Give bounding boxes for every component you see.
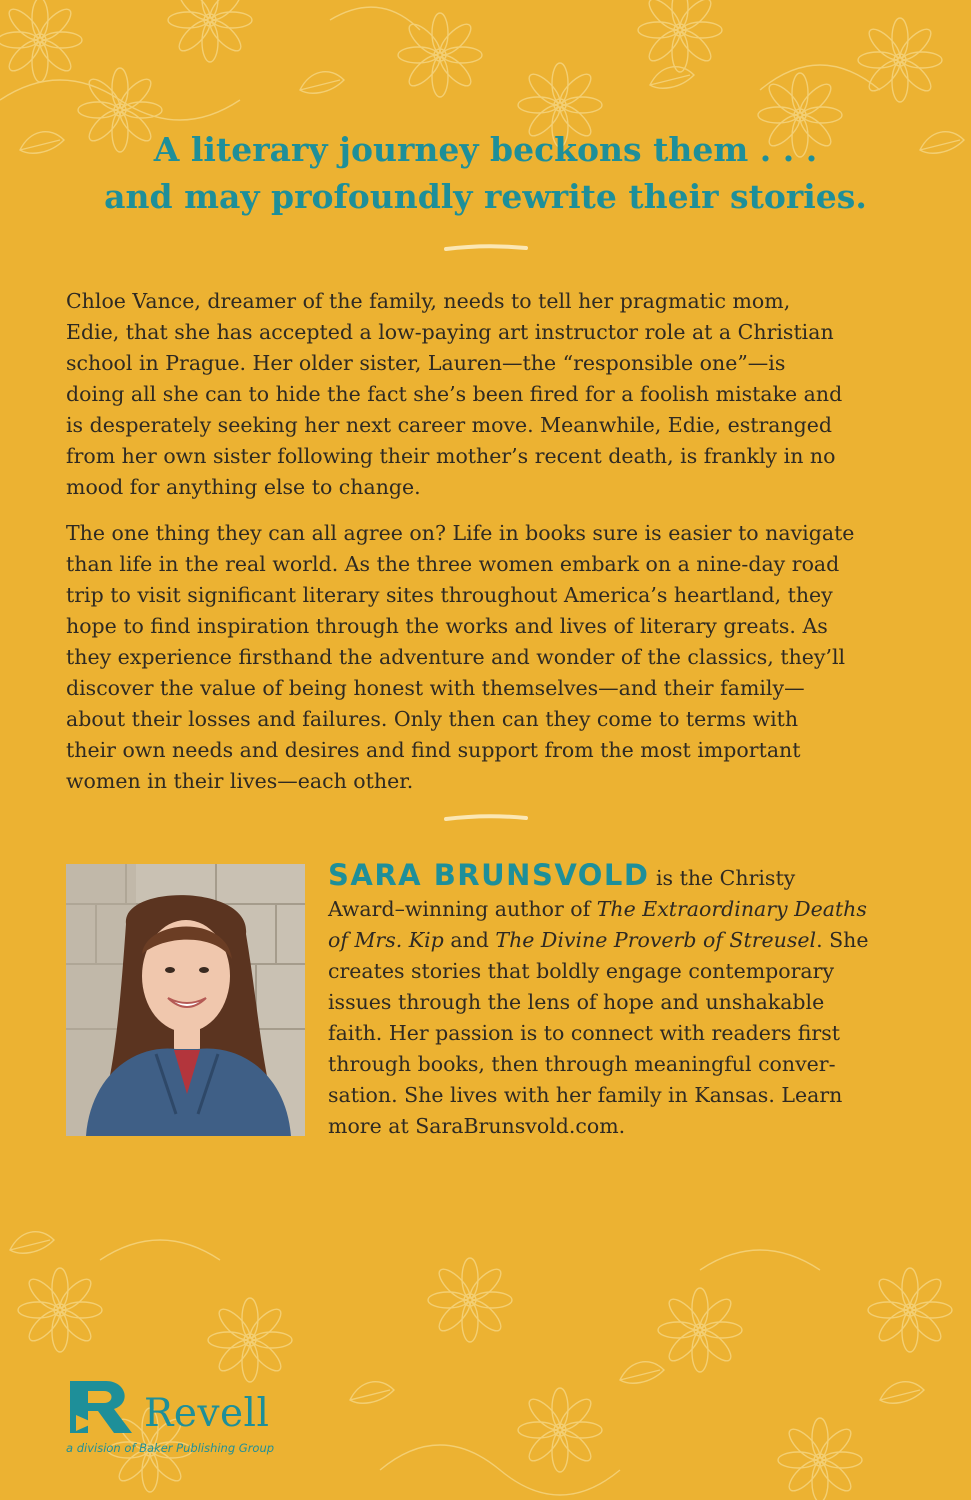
revell-r-logo-icon — [66, 1375, 140, 1439]
blurb-line: hope to find inspiration through the works and lives of literary greats. As — [66, 614, 828, 638]
publisher-subtitle: a division of Baker Publishing Group — [66, 1441, 275, 1455]
book-title: The Extraordinary Deaths — [596, 897, 867, 921]
author-photo — [66, 864, 305, 1136]
blurb-line: school in Prague. Her older sister, Lauren—the “responsible one”—is — [66, 351, 786, 375]
blurb-line: The one thing they can all agree on? Life in books sure is easier to navigate — [66, 521, 855, 545]
author-bio — [328, 860, 928, 1142]
blurb-line: they experience firsthand the adventure and wonder of the classics, they’ll — [66, 645, 846, 669]
author-name: SARA BRUNSVOLD — [328, 858, 650, 892]
bio-text: . She — [816, 928, 869, 952]
bio-line: through books, then through meaningful conver- — [328, 1052, 836, 1076]
blurb-line: their own needs and desires and find support from the most important — [66, 738, 801, 762]
bio-line: more at SaraBrunsvold.com. — [328, 1114, 626, 1138]
headline-line-2: and may profoundly rewrite their stories. — [104, 177, 867, 216]
publisher-name: Revell — [144, 1391, 270, 1436]
bio-line — [328, 925, 928, 956]
divider-ornament — [444, 243, 528, 253]
blurb-line: from her own sister following their mother’s recent death, is frankly in no — [66, 444, 836, 468]
blurb-line: trip to visit significant literary sites throughout America’s heartland, they — [66, 583, 833, 607]
blurb-line: Chloe Vance, dreamer of the family, needs to tell her pragmatic mom, — [66, 289, 791, 313]
blurb-line: doing all she can to hide the fact she’s been fired for a foolish mistake and — [66, 382, 843, 406]
bio-text: is the Christy — [649, 866, 796, 890]
blurb-line: is desperately seeking her next career move. Meanwhile, Edie, estranged — [66, 413, 833, 437]
blurb-line: than life in the real world. As the three women embark on a nine-day road — [66, 552, 840, 576]
publisher-logo — [66, 1375, 396, 1467]
bio-line: creates stories that boldly engage contemporary — [328, 959, 835, 983]
blurb-paragraph-2 — [66, 518, 912, 797]
blurb-line: mood for anything else to change. — [66, 475, 421, 499]
bio-text: and — [443, 928, 496, 952]
book-title: of Mrs. Kip — [328, 928, 444, 952]
bio-line: sation. She lives with her family in Kansas. Learn — [328, 1083, 843, 1107]
bio-text: Award–winning author of — [328, 897, 597, 921]
blurb-paragraph-1 — [66, 286, 912, 503]
blurb-line: women in their lives—each other. — [66, 769, 414, 793]
blurb-line: Edie, that she has accepted a low-paying art instructor role at a Christian — [66, 320, 834, 344]
bio-line: issues through the lens of hope and unshakable — [328, 990, 825, 1014]
blurb-line: about their losses and failures. Only then can they come to terms with — [66, 707, 799, 731]
headline-line-1: A literary journey beckons them . . . — [153, 130, 818, 169]
bio-line: faith. Her passion is to connect with readers first — [328, 1021, 840, 1045]
divider-ornament — [444, 813, 528, 823]
book-title: The Divine Proverb of Streusel — [495, 928, 817, 952]
headline — [0, 126, 971, 220]
bio-line — [328, 860, 928, 894]
bio-line — [328, 894, 928, 925]
blurb-line: discover the value of being honest with themselves—and their family— — [66, 676, 805, 700]
